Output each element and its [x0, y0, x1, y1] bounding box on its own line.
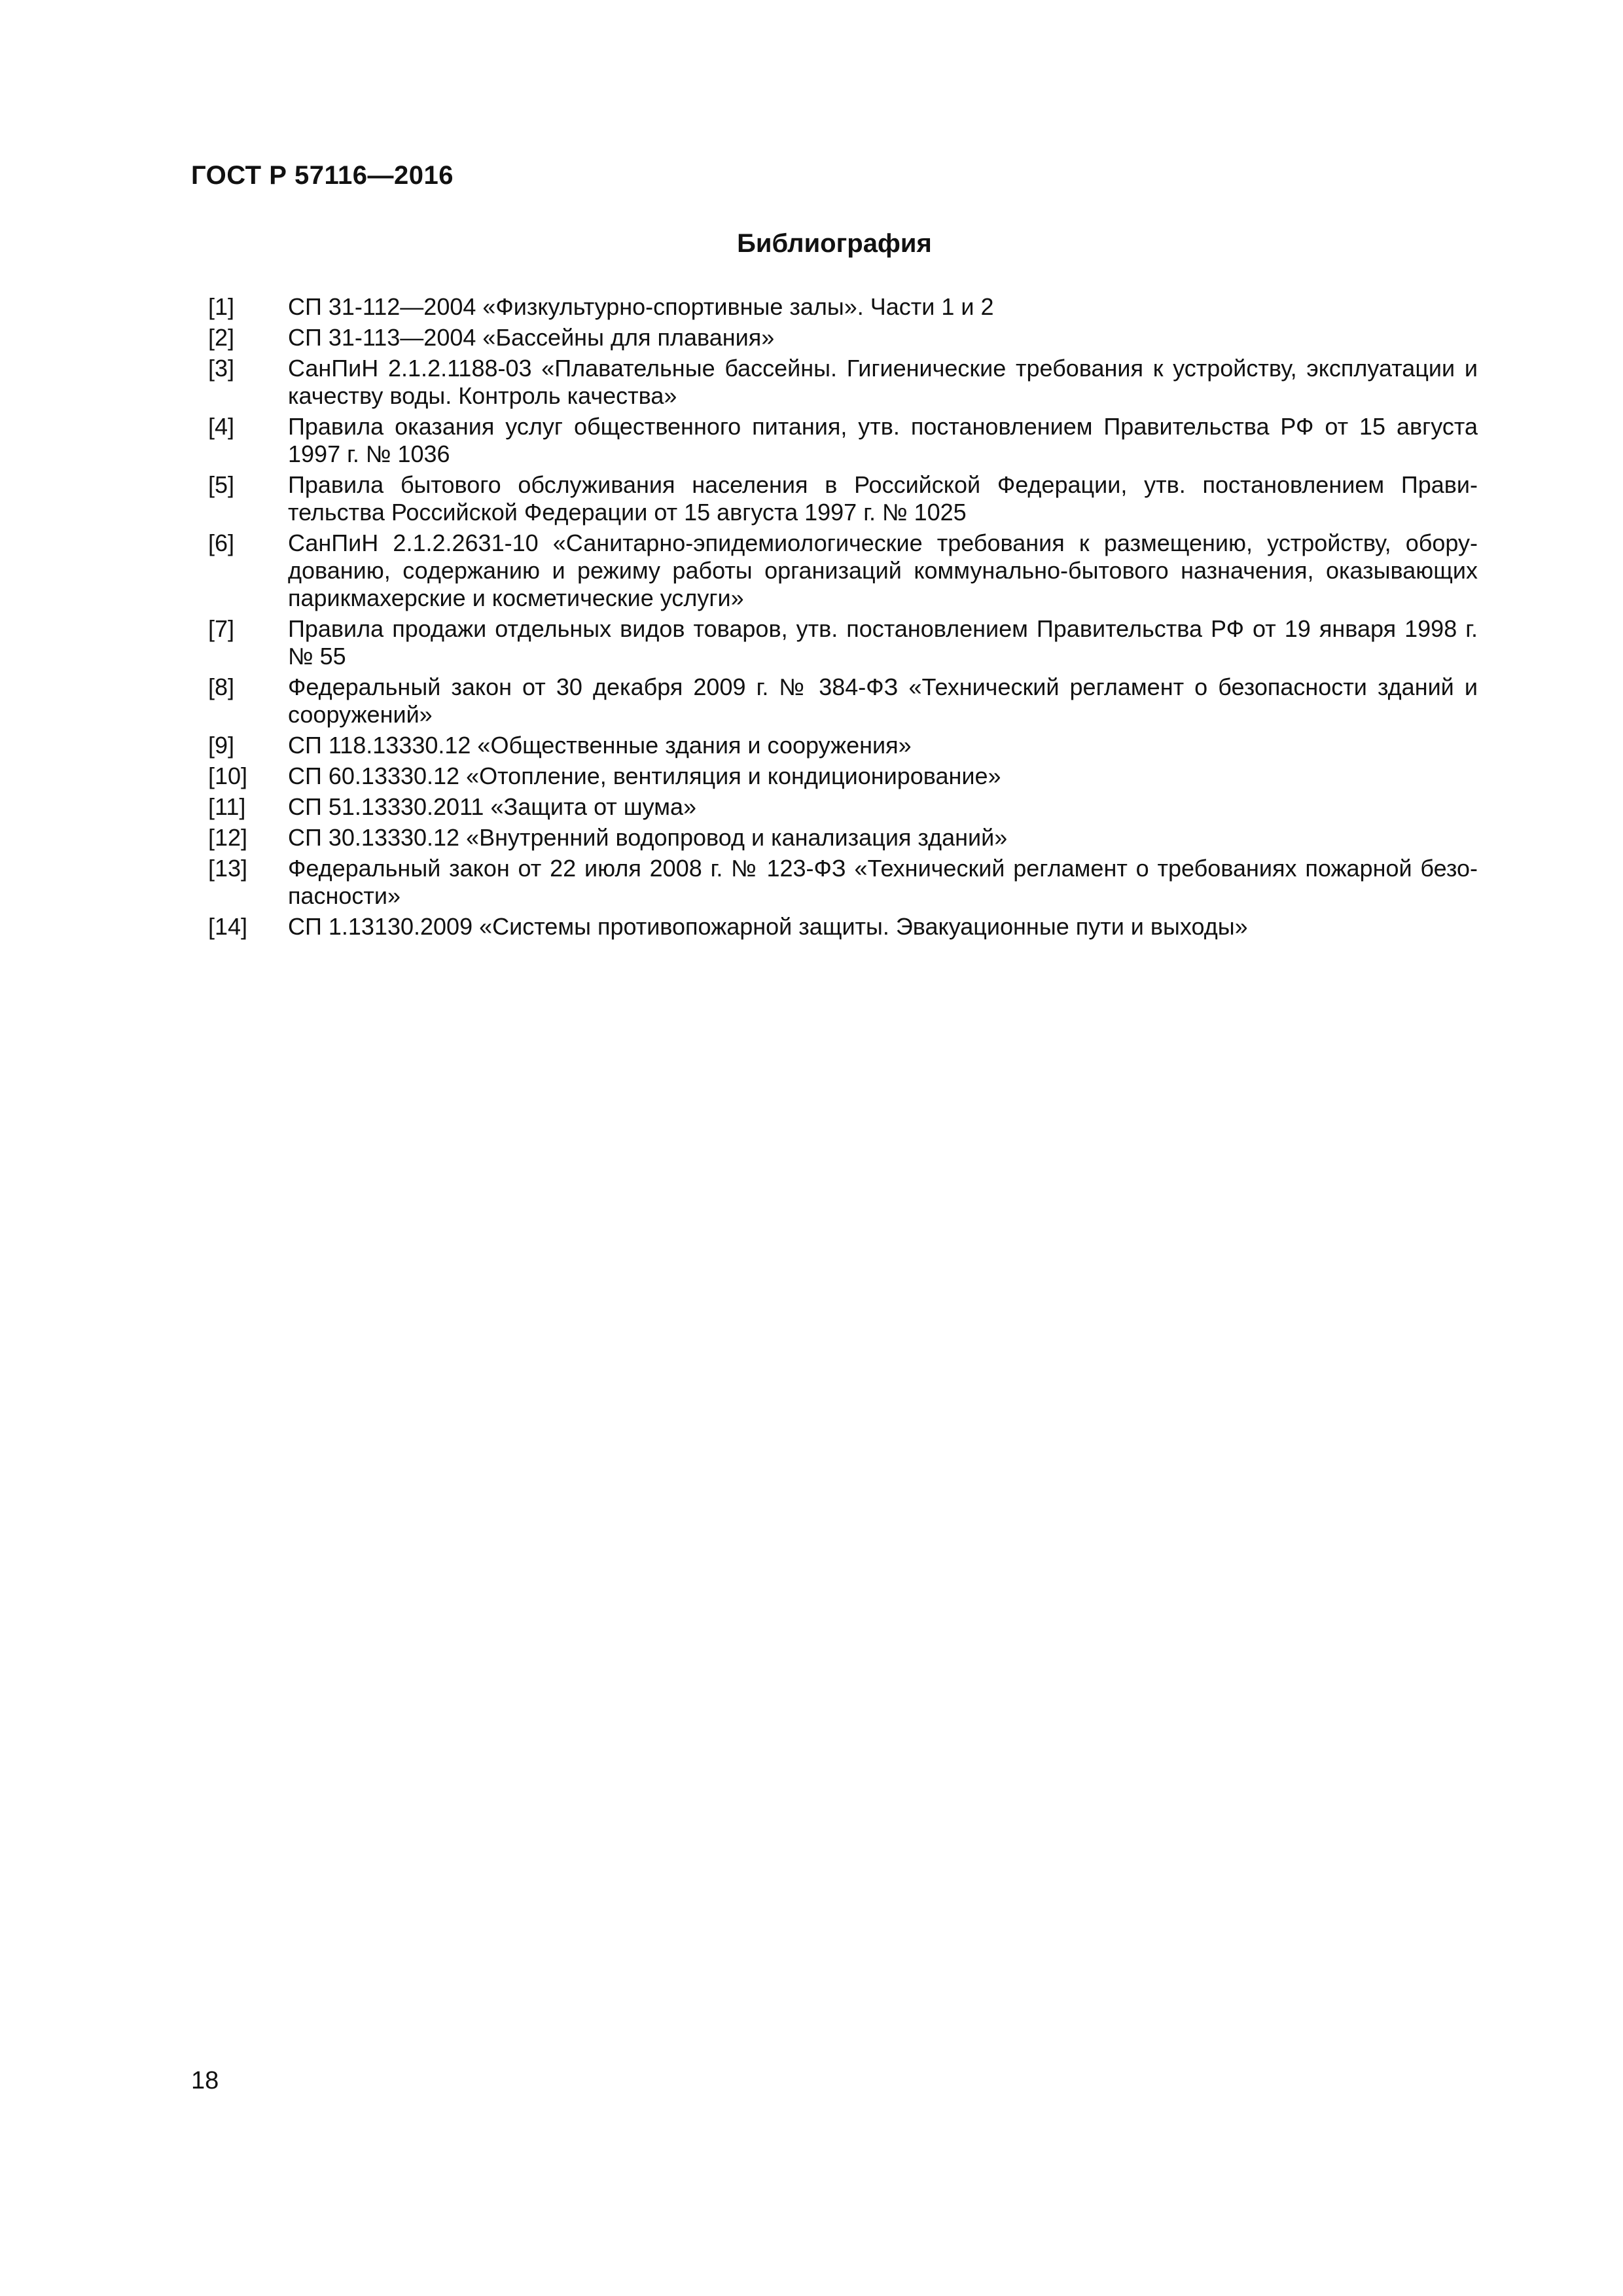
entry-text: СанПиН 2.1.2.2631-10 «Санитарно-эпидемиологические требования к размещению, устройству, обору-дованию, содержанию и режиму работы организаций коммунально-бытового назначения, оказывающих парикмахерские и косметические услуги»	[288, 529, 1478, 611]
bibliography-entry	[208, 673, 1478, 728]
entry-text: Федеральный закон от 22 июля 2008 г. № 123-ФЗ «Технический регламент о требованиях пожарной безо-пасности»	[288, 855, 1478, 909]
bibliography-entry	[208, 762, 1478, 790]
entry-number: [10]	[208, 762, 248, 789]
document-header: ГОСТ Р 57116—2016	[191, 161, 454, 190]
entry-number: [9]	[208, 732, 235, 759]
entry-text: СП 30.13330.12 «Внутренний водопровод и канализация зданий»	[288, 824, 1008, 851]
entry-number: [1]	[208, 293, 235, 320]
bibliography-entry	[208, 615, 1478, 670]
entry-text: СП 118.13330.12 «Общественные здания и сооружения»	[288, 732, 912, 759]
bibliography-entry	[208, 793, 1478, 821]
entry-number: [8]	[208, 673, 235, 700]
entry-text: Правила продажи отдельных видов товаров, утв. постановлением Правительства РФ от 19 января 1998 г. № 55	[288, 615, 1478, 670]
entry-text: СП 31-112—2004 «Физкультурно-спортивные залы». Части 1 и 2	[288, 293, 994, 320]
entry-number: [14]	[208, 913, 248, 940]
entry-number: [5]	[208, 471, 235, 498]
entry-number: [2]	[208, 324, 235, 351]
entry-number: [12]	[208, 824, 248, 851]
entry-number: [6]	[208, 529, 235, 556]
bibliography-entry	[208, 529, 1478, 612]
bibliography-entry	[208, 824, 1478, 852]
bibliography-entry	[208, 324, 1478, 351]
entry-number: [7]	[208, 615, 235, 642]
entry-text: Правила бытового обслуживания населения в Российской Федерации, утв. постановлением Прави-тельства Российской Федерации от 15 августа 1997 г. № 1025	[288, 471, 1478, 526]
entry-text: СП 31-113—2004 «Бассейны для плавания»	[288, 324, 775, 351]
bibliography-entry	[208, 913, 1478, 941]
entry-text: СП 60.13330.12 «Отопление, вентиляция и кондиционирование»	[288, 762, 1001, 789]
entry-text: СП 1.13130.2009 «Системы противопожарной защиты. Эвакуационные пути и выходы»	[288, 913, 1248, 940]
bibliography-list	[208, 293, 1478, 944]
entry-text: Правила оказания услуг общественного питания, утв. постановлением Правительства РФ от 15 августа 1997 г. № 1036	[288, 413, 1478, 467]
bibliography-entry	[208, 732, 1478, 759]
bibliography-entry	[208, 293, 1478, 321]
bibliography-entry	[208, 355, 1478, 410]
entry-number: [4]	[208, 413, 235, 440]
entry-text: СанПиН 2.1.2.1188-03 «Плавательные бассейны. Гигиенические требования к устройству, эксплуатации и качеству воды. Контроль качества»	[288, 355, 1478, 409]
bibliography-entry	[208, 855, 1478, 910]
entry-number: [11]	[208, 793, 246, 820]
entry-number: [3]	[208, 355, 235, 382]
entry-text: Федеральный закон от 30 декабря 2009 г. № 384-ФЗ «Технический регламент о безопасности зданий и сооружений»	[288, 673, 1478, 728]
entry-text: СП 51.13330.2011 «Защита от шума»	[288, 793, 697, 820]
page-number: 18	[191, 2067, 219, 2094]
entry-number: [13]	[208, 855, 248, 882]
section-title: Библиография	[737, 229, 932, 258]
bibliography-entry	[208, 413, 1478, 468]
bibliography-entry	[208, 471, 1478, 526]
